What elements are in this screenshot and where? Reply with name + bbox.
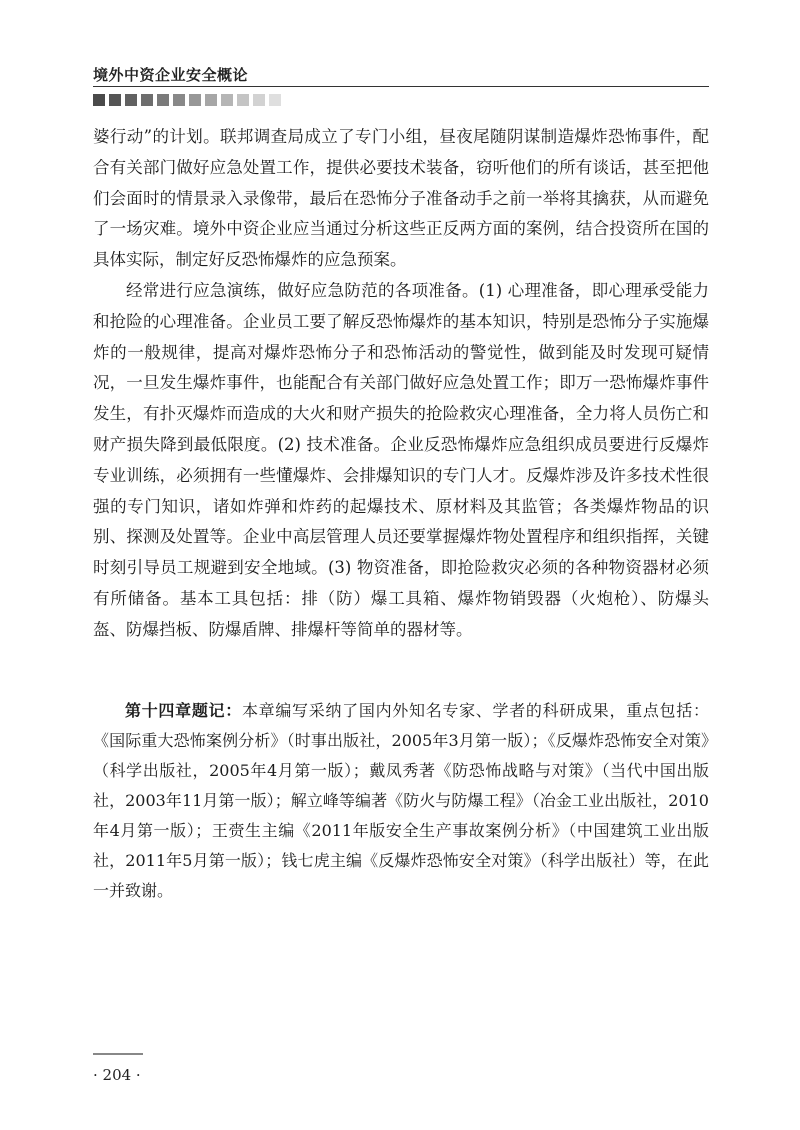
chapter-note-label: 第十四章题记： [125, 701, 242, 720]
chapter-note [93, 696, 709, 906]
paragraph-2: 经常进行应急演练，做好应急防范的各项准备。(1) 心理准备，即心理承受能力和抢险的心理准备。企业员工要了解反恐怖爆炸的基本知识，特别是恐怖分子实施爆炸的一般规律，提高对爆炸恐怖分子和恐怖活动的警觉性，做到能及时发现可疑情况，一旦发生爆炸事件，也能配合有关部门做好应急处置工作；即万一恐怖爆炸事件发生，有扑灭爆炸而造成的大火和财产损失的抢险救灾心理准备，全力将人员伤亡和财产损失降到最低限度。(2) 技术准备。企业反恐怖爆炸应急组织成员要进行反爆炸专业训练，必须拥有一些懂爆炸、会排爆知识的专门人才。反爆炸涉及许多技术性很强的专门知识，诸如炸弹和炸药的起爆技术、原材料及其监管；各类爆炸物品的识别、探测及处置等。企业中高层管理人员还要掌握爆炸物处置程序和组织指挥，关键时刻引导员工规避到安全地域。(3) 物资准备，即抢险救灾必须的各种物资器材必须有所储备。基本工具包括：排（防）爆工具箱、爆炸物销毁器（火炮枪）、防爆头盔、防爆挡板、防爆盾牌、排爆杆等简单的器材等。 [93, 280, 709, 639]
header-square [253, 94, 265, 106]
chapter-note-text: 本章编写采纳了国内外知名专家、学者的科研成果，重点包括：《国际重大恐怖案例分析》（时事出版社，2005年3月第一版）；《反爆炸恐怖安全对策》（科学出版社，2005年4月第一版）；戴凤秀著《防恐怖战略与对策》（当代中国出版社，2003年11月第一版）；解立峰等编著《防火与防爆工程》（冶金工业出版社，2010年4月第一版）；王赍生主编《2011年版安全生产事故案例分析》（中国建筑工业出版社，2011年5月第一版）；钱七虎主编《反爆炸恐怖安全对策》（科学出版社）等，在此一并致谢。 [93, 701, 709, 900]
footer-rule [93, 1053, 143, 1055]
header-square [141, 94, 153, 106]
header-square [269, 94, 281, 106]
body-text [93, 122, 709, 646]
paragraph-1: 婆行动”的计划。联邦调查局成立了专门小组，昼夜尾随阴谋制造爆炸恐怖事件，配合有关部门做好应急处置工作，提供必要技术装备，窃听他们的所有谈话，甚至把他们会面时的情景录入录像带，最后在恐怖分子准备动手之前一举将其擒获，从而避免了一场灾难。境外中资企业应当通过分析这些正反两方面的案例，结合投资所在国的具体实际，制定好反恐怖爆炸的应急预案。 [93, 127, 709, 270]
page-number: · 204 · [93, 1066, 141, 1084]
header-square [109, 94, 121, 106]
header-square [125, 94, 137, 106]
header-square [93, 94, 105, 106]
header-square [157, 94, 169, 106]
header-square [189, 94, 201, 106]
header-title: 境外中资企业安全概论 [93, 66, 249, 84]
header-square [205, 94, 217, 106]
header-rule [93, 86, 709, 87]
header-square [173, 94, 185, 106]
header-square [221, 94, 233, 106]
header-square [237, 94, 249, 106]
